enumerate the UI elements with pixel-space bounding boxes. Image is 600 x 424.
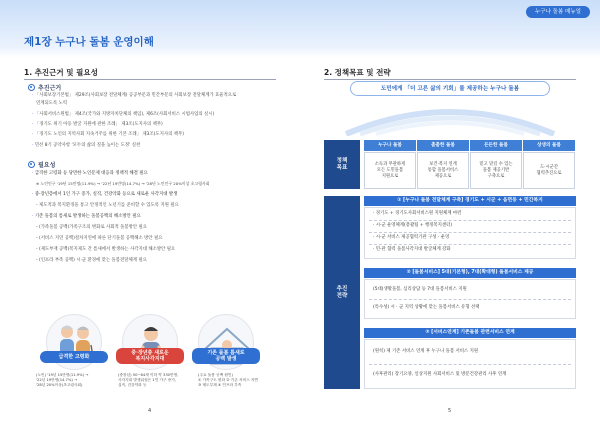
necessity-line: - 제도적과 복지환경을 통고 안정적인 노년기를 준비할 수 있도록 지원 필요 xyxy=(36,203,179,208)
strategy-item: · 경기도 + 경기도사회서비스원 지원체계 마련 xyxy=(373,211,462,216)
illustration-caption: (중장년) 50~64세 이하 약 330만명, 사각지대 발생위험은 1인 가구 증가, 실직, 건강악화 등 xyxy=(118,373,179,387)
section-divider xyxy=(324,79,576,80)
illustration-label: 급격한 고령화 xyxy=(40,351,108,363)
strategy-item: (원칙) 제 기존 서비스 연계 후 누구나 돌봄 서비스 지원 xyxy=(373,349,479,354)
goal-title: 촘촘한 돌봄 xyxy=(417,140,469,151)
section-divider xyxy=(24,79,276,80)
basis-line: · 「경기도 위기 아동 발굴 지원에 관한 조례」 제3조(도지사의 책무) xyxy=(32,122,163,127)
strategy-title: ② [돌봄서비스] 5대(기본형), 7대(확대형) 돌봄서비스 제공 xyxy=(364,268,576,278)
basis-line: · 「사회보장기본법」 제29조(사회보장 전달체계) 공공부문과 민간부문의 사회보장 전달체계가 효율적으로 xyxy=(32,93,237,98)
strategy-box xyxy=(364,207,576,259)
goals-label: 정책 목표 xyxy=(324,140,360,189)
goal-body: 보건·복지 연계 통합 돌봄서비스 제공으로 xyxy=(417,152,469,189)
basis-heading: 추진근거 xyxy=(28,83,61,92)
necessity-line: · 중·장년층에서 1인 가구 증가, 실직, 건강악화 등으로 새로운 사각지대 발생 xyxy=(32,192,178,197)
section-title: 2. 정책목표 및 전략 xyxy=(324,68,391,77)
page-number: 4 xyxy=(148,408,152,414)
strategy-item: (특수성) 시 · 군 지역 상황에 맞는 돌봄서비스 유형 선택 xyxy=(373,305,480,310)
necessity-line: · 급격한 고령화 등 당면한 노인문제 대응과 정책적 해결 필요 xyxy=(32,171,148,176)
strategy-item: (5대)생활돌봄, 심리상담 등 7대 돌봄서비스 지원 xyxy=(373,287,467,292)
basis-line: · 「경기도 노인의 지역사회 지속거주를 위한 기본 조례」 제3조(도지사의 책무) xyxy=(32,132,184,137)
necessity-line: - (서비스 지연 공백)절차지연에 따른 단기돌봄 공백해소 방안 필요 xyxy=(36,236,163,241)
necessity-note: ※ 노인인구 '19년 15만명(11.9%) → '22년 19만명(14.7%) → '28년 노인인구 20%이상 초고령사회 xyxy=(36,181,210,186)
strategy-box xyxy=(364,339,576,389)
bullet-circle-icon xyxy=(28,84,35,91)
necessity-heading: 필요성 xyxy=(28,160,55,169)
illustration-caption: (주요 돌봄 공백 원인) ① 가족구도 변화 ② 기존 서비스 지연 ③ 제도부재 ④ 인프라 부족 xyxy=(198,373,258,387)
illustration-caption: (노인) '19년 15만명(11.9%) → '22년 19만명(14.7%) → '28년 20%이상(초고령사회) xyxy=(36,373,89,387)
manual-tag: 누구나 돌봄 매뉴얼 xyxy=(526,6,590,18)
strategy-item: (사후관리) 장기요양, 일상지원 사회서비스 및 방문건강관리 사후 연계 xyxy=(373,372,507,377)
goal-body: 믿고 맡길 수 있는 돌봄 제공기반 구축으로 xyxy=(470,152,522,189)
goal-body: 도·시군간 협력추진으로 xyxy=(523,152,575,189)
strategy-item: · 시·군 서비스 제공협력기관 구성 · 운영 xyxy=(373,235,450,240)
page-number: 5 xyxy=(448,408,452,414)
chapter-title: 제1장 누구나 돌봄 운영이해 xyxy=(24,36,154,48)
bullet-circle-icon xyxy=(28,161,35,168)
arch-graphic xyxy=(340,98,560,136)
illustration-label: 중·장년층 새로운 복지사각지대 xyxy=(116,348,184,364)
goal-title: 상생의 돌봄 xyxy=(523,140,575,151)
basis-line: · 민선 8기 공약사항 '모두의 삶의 질을 높이는 도정' 실천 xyxy=(32,143,141,148)
goal-body: 소득과 무관하게 모든 도민돌봄 지원으로 xyxy=(364,152,416,189)
strategy-item: · 시·군 운영체계(총괄팀 + 행정복지센터) xyxy=(373,223,453,228)
necessity-line: · 기존 돌봄의 틈새로 발생하는 돌봄공백의 해소방안 필요 xyxy=(32,214,141,219)
goal-title: 누구나 돌봄 xyxy=(364,140,416,151)
goal-title: 든든한 돌봄 xyxy=(470,140,522,151)
necessity-line: - (인프라 부족 공백) 시·군 환경에 맞는 돌봄전달체계 필요 xyxy=(36,258,147,263)
basis-line: 연계되도록 노력 xyxy=(36,101,68,106)
section-title: 1. 추진근거 및 필요성 xyxy=(24,68,98,77)
illustration-label: 기존 돌봄 틈새로 공백 발생 xyxy=(192,348,260,364)
strategy-label: 추진 전략 xyxy=(324,196,360,389)
necessity-line: - (제도부재 공백)복지제도 간 틈새에서 발생하는 사각지대 해소방안 필요 xyxy=(36,247,176,252)
vision-banner: 도민에게 「더 고른 삶의 기회」를 제공하는 누구나 돌봄 xyxy=(350,81,550,96)
strategy-box xyxy=(364,279,576,319)
strategy-title: ③ [서비스연계] 기존돌봄 관련서비스 연계 xyxy=(364,328,576,338)
header-band xyxy=(0,0,300,58)
necessity-line: - (가족돌봄 공백)가족구조의 변화로 사회적 돌봄방안 필요 xyxy=(36,225,147,230)
strategy-title: ① [누구나 돌봄 전달체계 구축] 경기도 + 시군 + 읍면동 + 민간복지 xyxy=(364,196,576,206)
basis-line: · 「사회서비스원법」 제4조(국가와 지방자치단체의 책임), 제6조(사회서비스 시범사업의 실시) xyxy=(32,112,215,117)
strategy-item: · 민·관 협력 돌봄사각지대 발굴체계 강화 xyxy=(373,247,451,252)
right-page xyxy=(300,0,600,424)
